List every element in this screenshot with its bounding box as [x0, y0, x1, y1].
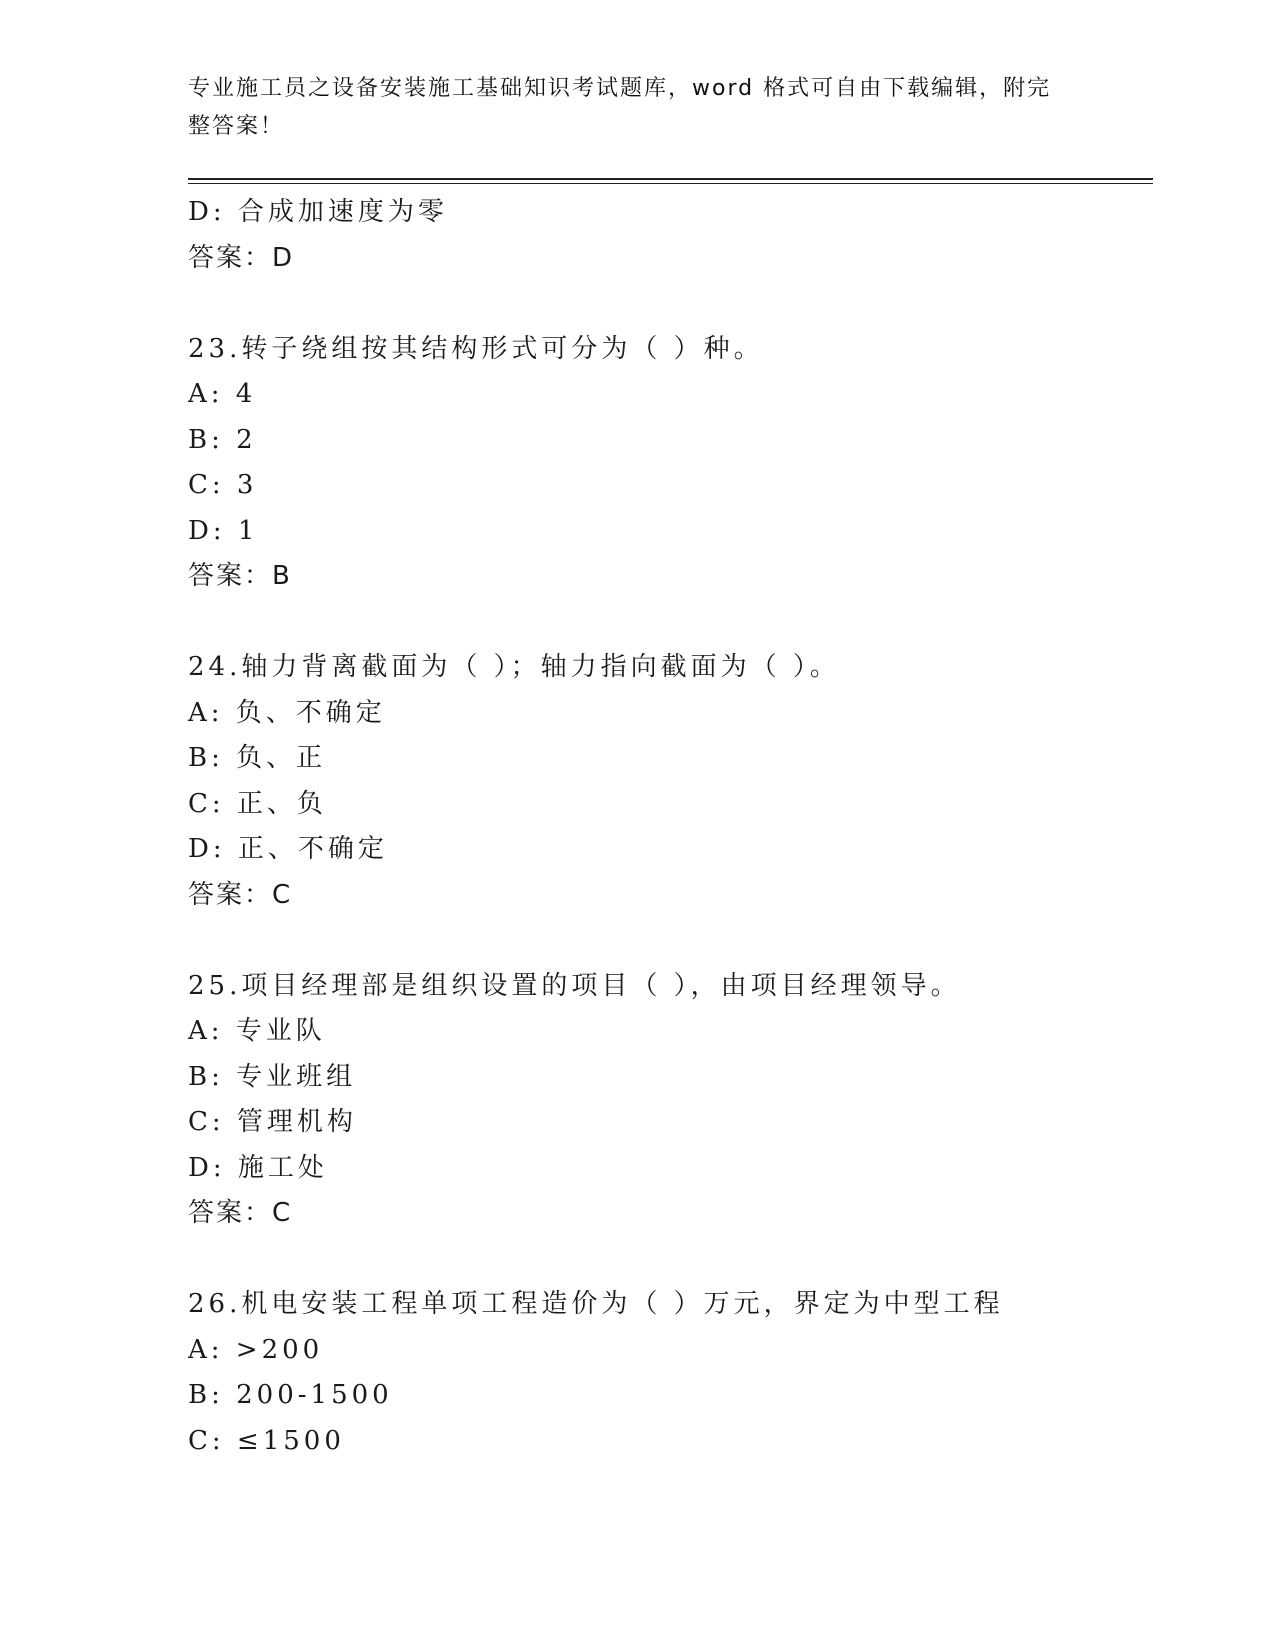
- question-24: [188, 645, 1148, 918]
- document-header: [188, 70, 1068, 146]
- option-b: B: 负、正: [188, 743, 327, 773]
- answer-line: 答案：C: [188, 879, 293, 910]
- question-title: 26.机电安装工程单项工程造价为（ ）万元，界定为中型工程: [188, 1289, 1004, 1319]
- answer-line: 答案：C: [188, 1198, 293, 1228]
- header-line-1: 专业施工员之设备安装施工基础知识考试题库，word 格式可自由下载编辑，附完: [188, 76, 1052, 101]
- option-a: A: 专业队: [188, 1016, 326, 1046]
- header-divider-thick: [188, 178, 1153, 180]
- answer-line: 答案：D: [188, 242, 295, 273]
- option-b: B: 专业班组: [188, 1061, 357, 1092]
- option-a: A: 4: [188, 379, 257, 409]
- question-23: [188, 327, 1148, 600]
- header-line-2: 整答案！: [188, 114, 285, 139]
- option-d: D: 正、不确定: [188, 834, 388, 864]
- option-c: C: 正、负: [188, 788, 327, 819]
- header-divider-thin: [188, 183, 1153, 184]
- option-c: C: 管理机构: [188, 1107, 357, 1137]
- option-d: D: 1: [188, 515, 259, 546]
- question-26: [188, 1282, 1148, 1464]
- option-d: D: 合成加速度为零: [188, 197, 448, 227]
- question-title: 23.转子绕组按其结构形式可分为（ ）种。: [188, 333, 764, 364]
- option-a: A: 负、不确定: [188, 697, 386, 728]
- option-b: B: 200-1500: [188, 1380, 393, 1410]
- question-25: [188, 964, 1148, 1237]
- option-d: D: 施工处: [188, 1152, 328, 1183]
- question-title: 24.轴力背离截面为（ ）；轴力指向截面为（ ）。: [188, 652, 840, 682]
- question-list: [188, 190, 1148, 1464]
- option-a: A: >200: [188, 1334, 324, 1365]
- option-b: B: 2: [188, 424, 257, 455]
- answer-line: 答案：B: [188, 561, 292, 591]
- option-c: C: 3: [188, 470, 258, 500]
- option-c: C: ≤1500: [188, 1425, 345, 1456]
- question-title: 25.项目经理部是组织设置的项目（ ），由项目经理领导。: [188, 970, 961, 1001]
